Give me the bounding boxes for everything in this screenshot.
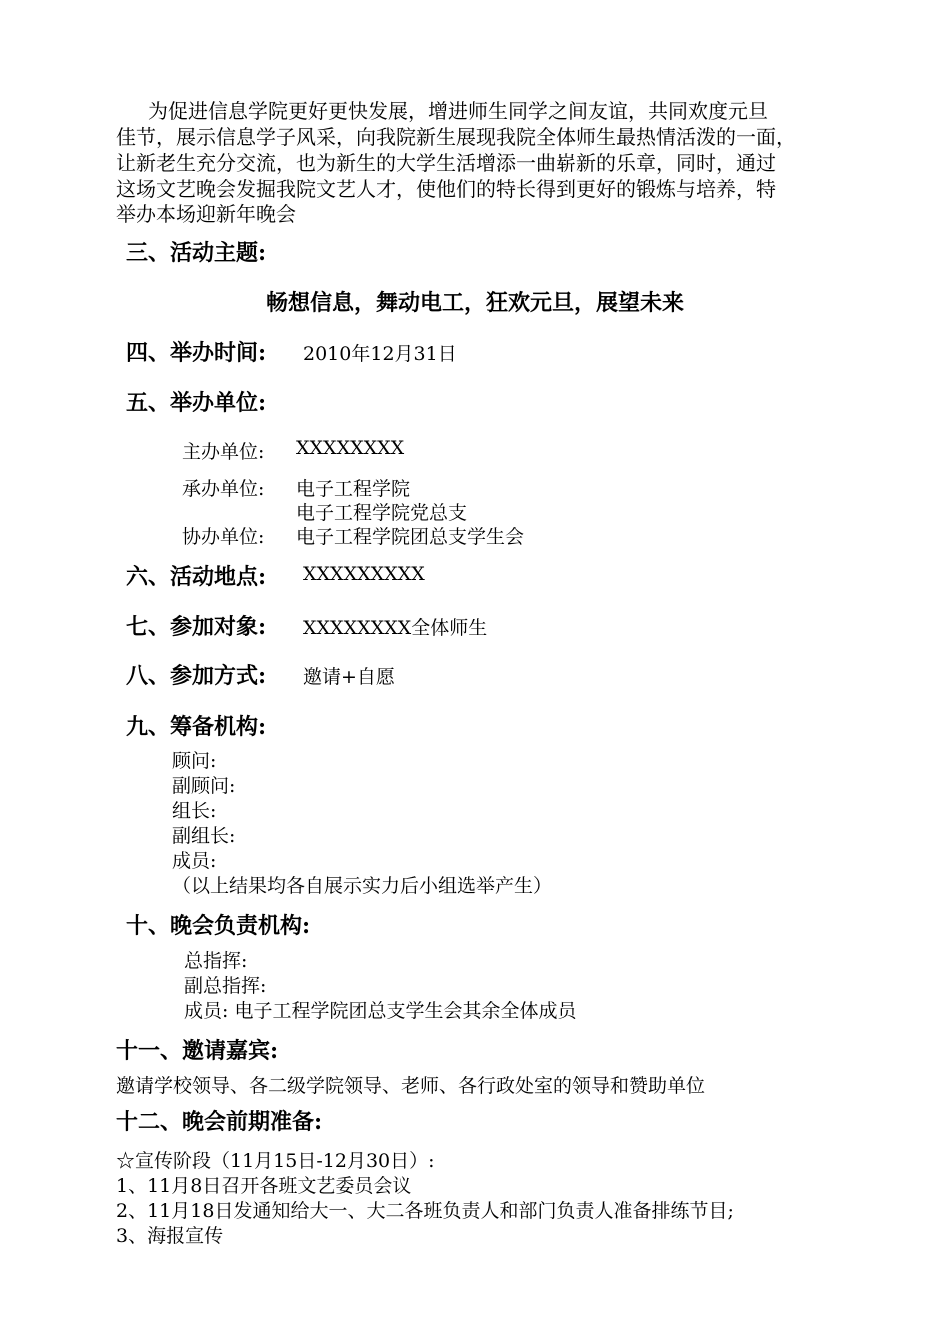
event-location: XXXXXXXXX: [303, 563, 425, 585]
participants-value: XXXXXXXX全体师生: [303, 617, 488, 639]
advisor-label: 顾问:: [172, 750, 217, 772]
prep-item-2: 2、11月18日发通知给大一、大二各班负责人和部门负责人准备排练节目;: [116, 1200, 734, 1222]
section-preparation-heading: 十二、晚会前期准备:: [116, 1109, 323, 1135]
vice-leader-label: 副组长:: [172, 825, 236, 847]
section-units-heading: 五、举办单位:: [126, 390, 267, 416]
intro-line-4: 这场文艺晚会发掘我院文艺人才，使他们的特长得到更好的锻炼与培养，特: [116, 177, 776, 201]
section-responsible-org-heading: 十、晚会负责机构:: [126, 913, 311, 939]
vice-director-label: 副总指挥:: [184, 975, 267, 997]
intro-line-2: 佳节，展示信息学子风采，向我院新生展现我院全体师生最热情活泼的一面，: [116, 125, 796, 149]
publicity-stage: ☆宣传阶段（11月15日-12月30日）:: [116, 1150, 435, 1172]
responsible-members: 成员: 电子工程学院团总支学生会其余全体成员: [184, 1000, 577, 1022]
prep-item-1: 1、11月8日召开各班文艺委员会议: [116, 1175, 412, 1197]
method-value: 邀请+自愿: [303, 666, 395, 688]
section-method-heading: 八、参加方式:: [126, 663, 267, 689]
section-time-heading: 四、举办时间:: [126, 340, 267, 366]
director-label: 总指挥:: [184, 950, 248, 972]
intro-line-5: 举办本场迎新年晚会: [116, 202, 296, 226]
co-organizer-value: 电子工程学院团总支学生会: [296, 526, 525, 548]
guests-text: 邀请学校领导、各二级学院领导、老师、各行政处室的领导和赞助单位: [116, 1075, 706, 1097]
intro-line-3: 让新老生充分交流，也为新生的大学生活增添一曲崭新的乐章，同时，通过: [116, 151, 776, 175]
section-preparation-org-heading: 九、筹备机构:: [126, 714, 267, 740]
organizer-value-1: 电子工程学院: [296, 478, 411, 500]
event-theme: 畅想信息，舞动电工，狂欢元旦，展望未来: [265, 290, 684, 316]
organizer-label: 承办单位:: [182, 478, 265, 500]
section-theme-heading: 三、活动主题:: [126, 240, 267, 266]
host-label: 主办单位:: [182, 441, 265, 463]
intro-line-1: 为促进信息学院更好更快发展，增进师生同学之间友谊，共同欢度元旦: [148, 99, 768, 123]
event-date: 2010年12月31日: [303, 343, 457, 365]
prep-item-3: 3、海报宣传: [116, 1225, 224, 1247]
vice-advisor-label: 副顾问:: [172, 775, 236, 797]
section-participants-heading: 七、参加对象:: [126, 614, 267, 640]
organizer-value-2: 电子工程学院党总支: [296, 502, 468, 524]
election-note: （以上结果均各自展示实力后小组选举产生）: [172, 875, 553, 897]
leader-label: 组长:: [172, 800, 217, 822]
section-guests-heading: 十一、邀请嘉宾:: [116, 1038, 279, 1064]
co-organizer-label: 协办单位:: [182, 526, 265, 548]
members-label: 成员:: [172, 850, 217, 872]
host-value: XXXXXXXX: [296, 437, 405, 459]
section-location-heading: 六、活动地点:: [126, 564, 267, 590]
